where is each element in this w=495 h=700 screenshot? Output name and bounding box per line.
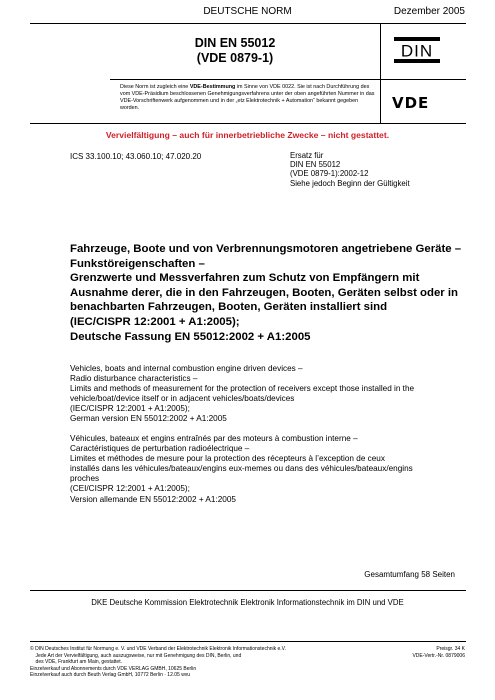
title-line: Caractéristiques de perturbation radioélectrique – <box>70 444 250 454</box>
title-rule <box>110 79 466 80</box>
title-english <box>70 364 475 425</box>
vde-contract-number: VDE-Vertr.-Nr. 0879006 <box>412 652 465 659</box>
title-german <box>70 242 470 344</box>
price-block <box>412 646 465 659</box>
title-line: Radio disturbance characteristics – <box>70 374 198 384</box>
footer-line: Einzelverkauf auch durch Beuth Verlag GmbH, 10772 Berlin · 12.05 wvu <box>30 672 191 679</box>
vde-logo: VDE <box>392 94 430 112</box>
reproduction-notice: Vervielfältigung – auch für innerbetriebliche Zwecke – nicht gestattet. <box>105 130 390 140</box>
din-logo <box>392 36 442 64</box>
footer-line: © DIN Deutsches Institut für Normung e. V. und VDE Verband der Elektrotechnik Elektronik Informationstechnik e.V. <box>30 646 286 652</box>
title-line: vehicle/boat/device itself or in adjacent vehicles/boats/devices <box>70 394 295 404</box>
ics-codes: ICS 33.100.10; 43.060.10; 47.020.20 <box>70 152 202 161</box>
title-line: Véhicules, bateaux et engins entraînés par des moteurs à combustion interne – <box>70 434 358 443</box>
norm-number: DIN EN 55012 <box>194 36 276 50</box>
title-french <box>70 434 475 505</box>
title-line: (IEC/CISPR 12:2001 + A1:2005); <box>70 404 190 414</box>
title-line: Vehicles, boats and internal combustion engine driven devices – <box>70 364 303 373</box>
footer-line: Einzelverkauf und Abonnements durch VDE VERLAG GMBH, 10625 Berlin <box>30 665 197 672</box>
title-line: proches <box>70 474 100 484</box>
title-line: Version allemande EN 55012:2002 + A1:2005 <box>70 494 236 504</box>
title-line: Ausnahme derer, die in den Fahrzeugen, Booten, Geräten selbst oder in <box>70 286 458 299</box>
norm-vde-number: (VDE 0879-1) <box>196 51 274 65</box>
title-line: installés dans les véhicules/bateaux/engins eux-memes ou dans des véhicules/bateaux/engins <box>70 464 413 474</box>
ersatz-line: (VDE 0879-1):2002-12 <box>290 169 369 179</box>
publication-date: Dezember 2005 <box>393 6 465 17</box>
title-line: German version EN 55012:2002 + A1:2005 <box>70 414 227 424</box>
dke-rule <box>30 590 466 591</box>
header-bottom-rule <box>30 123 466 124</box>
title-line: Fahrzeuge, Boote und von Verbrennungsmotoren angetriebene Geräte – <box>70 243 462 255</box>
title-line: Deutsche Fassung EN 55012:2002 + A1:2005 <box>70 330 311 343</box>
ersatz-line: Siehe jedoch Beginn der Gültigkeit <box>290 178 410 188</box>
notice-before: Diese Norm ist zugleich eine <box>120 84 190 90</box>
title-line: benachbarten Fahrzeugen, Booten, Geräten installiert sind <box>70 301 388 314</box>
footer-line: Jede Art der Vervielfältigung, auch auszugsweise, nur mit Genehmigung des DIN, Berlin, und <box>30 652 242 659</box>
total-pages: Gesamtumfang 58 Seiten <box>364 570 455 579</box>
footer-rule <box>30 641 466 642</box>
document-type: DEUTSCHE NORM <box>203 6 292 17</box>
price-group: Preisgr. 34 K <box>436 646 465 652</box>
title-line: (IEC/CISPR 12:2001 + A1:2005); <box>70 315 240 328</box>
title-line: Grenzwerte und Messverfahren zum Schutz von Empfängern mit <box>70 272 420 285</box>
ersatz-line: Ersatz für <box>290 151 324 160</box>
logo-column-divider <box>380 23 381 123</box>
title-line: (CEI/CISPR 12:2001 + A1:2005); <box>70 484 190 494</box>
notice-after: im Sinne von VDE 0022. Sie ist nach Durchführung des vom VDE-Präsidium beschlossenen Genehmigungsverfahrens unter der oben angeführten Nummer in das VDE-Vorschriftenwerk aufgenommen und in der „etz Elektrotechnik + Automation“ bekannt gegeben worden. <box>120 84 375 111</box>
vde-notice <box>120 84 378 112</box>
dke-commission: DKE Deutsche Kommission Elektrotechnik Elektronik Informationstechnik im DIN und VDE <box>91 598 404 607</box>
title-line: Limits and methods of measurement for the protection of receivers except those installed in the <box>70 384 415 394</box>
ersatz-line: DIN EN 55012 <box>290 160 341 170</box>
din-logo-text: DIN <box>400 41 434 61</box>
top-rule <box>30 23 466 24</box>
notice-bold: VDE-Bestimmung <box>189 84 236 90</box>
norm-designation <box>90 36 380 66</box>
title-line: Limites et méthodes de mesure pour la protection des récepteurs à l’exception de ceux <box>70 454 385 464</box>
copyright-block <box>30 646 380 679</box>
replacement-info <box>290 151 410 188</box>
title-line: Funkstöreigenschaften – <box>70 257 205 270</box>
footer-line: des VDE, Frankfurt am Main, gestattet. <box>30 659 122 666</box>
